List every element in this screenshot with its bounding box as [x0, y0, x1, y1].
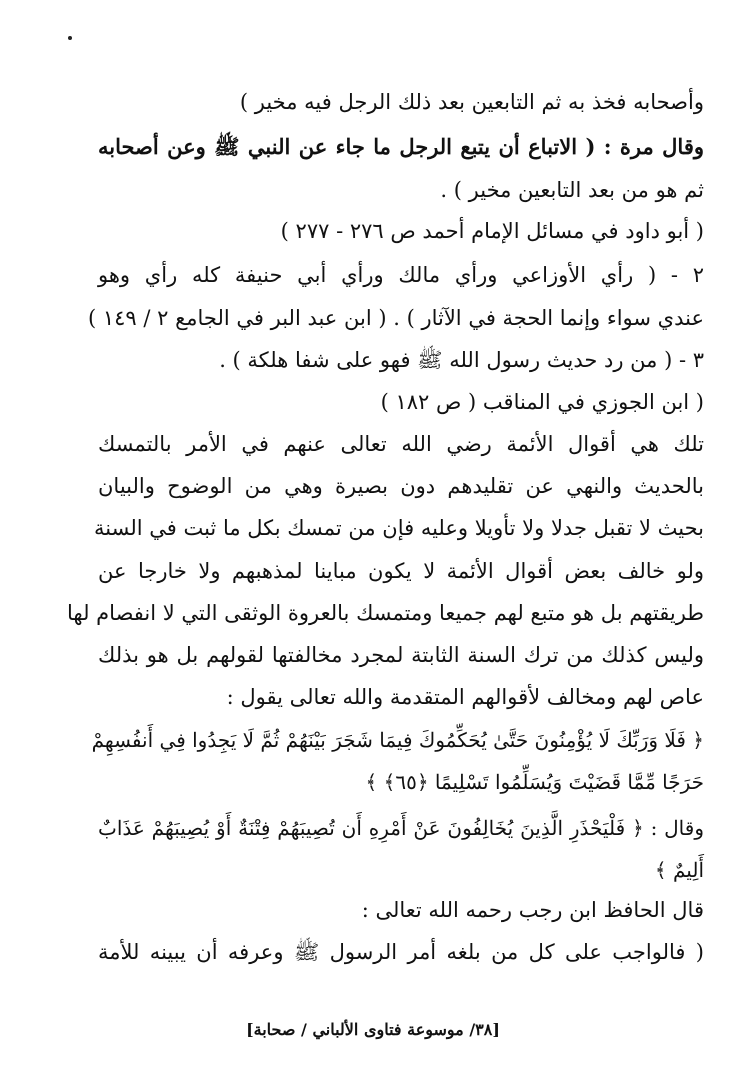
text-line-13: طريقتهم بل هو متبع لهم جميعا ومتمسك بالعروة الوثقى التي لا انفصام لها [67, 601, 704, 625]
text-line-8: ( ابن الجوزي في المناقب ( ص ١٨٢ ) [380, 390, 704, 414]
text-line-12: ولو خالف بعض أقوال الأئمة لا يكون مباينا لمذهبهم ولا خارجا عن [98, 559, 704, 583]
page-footer: [٣٨/ موسوعة فتاوى الألباني / صحابة] [246, 1020, 500, 1039]
text-line-2: وقال مرة : ( الاتباع أن يتبع الرجل ما جاء عن النبي ﷺ وعن أصحابه [98, 134, 704, 159]
page-speck [68, 36, 72, 40]
quran-verse-line-4: أَلِيمٌ ﴾ [654, 858, 704, 882]
text-line-5: ٢ - ( رأي الأوزاعي ورأي مالك ورأي أبي حنيفة كله رأي وهو [98, 263, 704, 287]
text-line-21: ( فالواجب على كل من بلغه أمر الرسول ﷺ وعرفه أن يبينه للأمة [98, 940, 704, 964]
text-line-6: عندي سواء وإنما الحجة في الآثار ) . ( ابن عبد البر في الجامع ٢ / ١٤٩ ) [88, 306, 704, 330]
text-line-10: بالحديث والنهي عن تقليدهم دون بصيرة وهي من الوضوح والبيان [98, 474, 704, 498]
quran-verse-line-3: وقال : ﴿ فَلْيَحْذَرِ الَّذِينَ يُخَالِفُونَ عَنْ أَمْرِهِ أَن تُصِيبَهُمْ فِتْنَةٌ أَوْ يُصِيبَهُمْ عَذَابٌ [98, 816, 704, 840]
text-line-1: وأصحابه فخذ به ثم التابعين بعد ذلك الرجل فيه مخير ) [239, 90, 704, 114]
text-line-14: وليس كذلك من ترك السنة الثابتة لمجرد مخالفتها لقولهم بل هو بذلك [98, 643, 704, 667]
text-line-20: قال الحافظ ابن رجب رحمه الله تعالى : [361, 898, 704, 922]
text-line-9: تلك هي أقوال الأئمة رضي الله تعالى عنهم في الأمر بالتمسك [98, 432, 704, 456]
text-line-3: ثم هو من بعد التابعين مخير ) . [440, 178, 704, 202]
text-line-15: عاص لهم ومخالف لأقوالهم المتقدمة والله تعالى يقول : [226, 685, 704, 709]
quran-verse-line-1: ﴿ فَلَا وَرَبِّكَ لَا يُؤْمِنُونَ حَتَّىٰ يُحَكِّمُوكَ فِيمَا شَجَرَ بَيْنَهُمْ ثُمَّ لَا يَجِدُوا فِي أَنفُسِهِمْ [91, 728, 704, 752]
text-line-7: ٣ - ( من رد حديث رسول الله ﷺ فهو على شفا هلكة ) . [219, 348, 704, 372]
text-line-11: بحيث لا تقبل جدلا ولا تأويلا وعليه فإن من تمسك بكل ما ثبت في السنة [94, 516, 704, 540]
quran-verse-line-2: حَرَجًا مِّمَّا قَضَيْتَ وَيُسَلِّمُوا تَسْلِيمًا ﴿٦٥﴾ ﴾ [365, 770, 704, 794]
text-line-4: ( أبو داود في مسائل الإمام أحمد ص ٢٧٦ - ٢٧٧ ) [280, 219, 704, 243]
